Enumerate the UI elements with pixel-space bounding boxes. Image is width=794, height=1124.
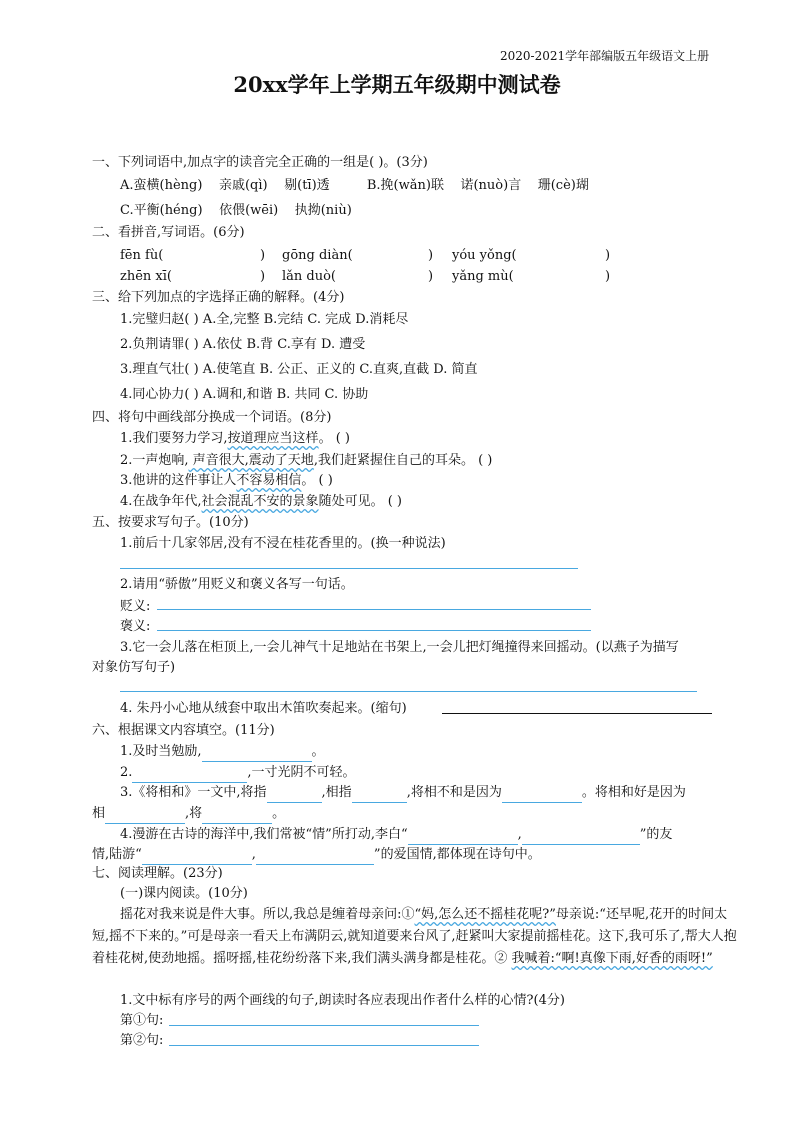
q4-item-2-answer: ,我们赶紧握住自己的耳朵。 ( ) xyxy=(313,453,493,468)
passage-text: 摇花对我来说是件大事。所以,我总是缠着母亲问:① xyxy=(120,907,415,922)
q6-item-4-text: ”的友 xyxy=(639,827,673,842)
q6-item-3-text: ,将 xyxy=(185,806,203,821)
pinyin-close: ) xyxy=(605,269,611,284)
q6-item-4-line-1 xyxy=(120,826,672,845)
q4-item-3 xyxy=(120,472,333,490)
fill-blank[interactable] xyxy=(256,846,374,865)
q6-item-4-end: ”的爱国情,都体现在诗句中。 xyxy=(373,847,541,862)
fill-blank[interactable] xyxy=(502,784,582,803)
derogatory-label: 贬义: xyxy=(120,599,151,614)
q1-row-ab xyxy=(120,177,589,195)
pinyin-close: ) xyxy=(605,248,611,263)
q4-item-1 xyxy=(120,430,350,448)
q6-item-3-text: 3.《将相和》一文中,将指 xyxy=(120,785,267,800)
answer-line[interactable] xyxy=(157,609,591,610)
answer-line[interactable] xyxy=(169,1025,479,1026)
pinyin-fenfu: fēn fù( xyxy=(120,248,164,263)
passage-text: 母亲说:“还早呢,花开的时间太短,摇不下来的。”可是母亲一看天上布满阴云,就知道要来台风了,赶紧叫大家提前摇桂花。这下,我可乐了,帮大人抱着桂花树,使劲地摇。摇呀摇,桂花纷纷落下来,我们满头满身都是桂花。② xyxy=(92,907,737,966)
q4-item-2-underlined: 声音很大,震动了天地 xyxy=(188,453,314,468)
q6-item-2-text: 2. xyxy=(120,765,133,780)
pinyin-close: ) xyxy=(428,269,434,284)
q6-item-3-text: ,相指 xyxy=(321,785,352,800)
fill-blank[interactable] xyxy=(522,826,640,845)
q5-item-2: 2.请用“骄傲”用贬义和褒义各写一句话。 xyxy=(120,577,354,592)
q6-item-4-line-2 xyxy=(92,846,541,865)
q4-item-2 xyxy=(120,452,492,470)
q6-item-3-end: 。 xyxy=(272,806,286,821)
q5-item-1: 1.前后十几家邻居,没有不浸在桂花香里的。(换一种说法) xyxy=(120,536,446,551)
q4-item-1-answer: 。 ( ) xyxy=(318,431,350,446)
q6-item-3-text: 相 xyxy=(92,806,106,821)
q4-item-4-answer: 随处可见。 ( ) xyxy=(318,494,402,509)
q1-b1: B.挽(wǎn)联 xyxy=(366,178,444,193)
q1-b3: 珊(cè)瑚 xyxy=(537,178,589,193)
q6-stem: 六、根据课文内容填空。(11分) xyxy=(92,723,275,738)
q5-item-4: 4. 朱丹小心地从绒套中取出木笛吹奏起来。(缩句) xyxy=(120,701,407,716)
q6-item-3-text: ,将相不和是因为 xyxy=(406,785,502,800)
answer-line[interactable] xyxy=(169,1045,479,1046)
q6-item-4-text: 情,陆游“ xyxy=(92,847,142,862)
pinyin-gongdian: gōng diàn( xyxy=(282,248,353,263)
answer-line[interactable] xyxy=(157,630,591,631)
q1-row-c xyxy=(120,202,352,220)
pinyin-landuo: lǎn duò( xyxy=(282,269,337,284)
passage-underlined-2: 我喊着:“啊!真像下雨,好香的雨呀!” xyxy=(511,951,713,966)
fill-blank[interactable] xyxy=(408,826,518,845)
q3-item-4: 4.同心协力( ) A.调和,和谐 B. 共同 C. 协助 xyxy=(120,387,369,402)
fill-blank[interactable] xyxy=(132,764,247,783)
q5-item-3-line-1: 3.它一会儿落在柜顶上,一会儿神气十足地站在书架上,一会儿把灯绳撞得来回摇动。(以燕子为描写 xyxy=(120,640,679,655)
q1-c1: C.平衡(héng) xyxy=(120,203,203,218)
q5-stem: 五、按要求写句子。(10分) xyxy=(92,515,249,530)
passage-underlined-1: “妈,怎么还不摇桂花呢?” xyxy=(414,907,556,922)
q6-item-1 xyxy=(120,743,325,762)
q6-item-4-text: 4.漫游在古诗的海洋中,我们常被“情”所打动,李白“ xyxy=(120,827,408,842)
q2-stem: 二、看拼音,写词语。(6分) xyxy=(92,225,245,240)
q6-item-1-text: 1.及时当勉励, xyxy=(120,744,202,759)
answer-line[interactable] xyxy=(120,568,578,569)
q6-item-4-text: , xyxy=(251,847,256,862)
pinyin-close: ) xyxy=(260,269,266,284)
page-title: 20xx学年上学期五年级期中测试卷 xyxy=(233,72,561,97)
q1-a1: A.蛮横(hèng) xyxy=(120,178,203,193)
q1-a3: 剔(tī)透 xyxy=(284,178,330,193)
q4-item-1-underlined: 按道理应当这样 xyxy=(227,431,319,446)
q1-c2: 依偎(wēi) xyxy=(219,203,279,218)
pinyin-close: ) xyxy=(428,248,434,263)
pinyin-youyong: yóu yǒng( xyxy=(452,248,517,263)
q6-item-1-end: 。 xyxy=(311,744,325,759)
pinyin-close: ) xyxy=(260,248,266,263)
q3-stem: 三、给下列加点的字选择正确的解释。(4分) xyxy=(92,290,345,305)
q5-item-3-line-2: 对象仿写句子) xyxy=(92,660,176,675)
q7-stem: 七、阅读理解。(23分) xyxy=(92,866,223,881)
q6-item-2-end: ,一寸光阴不可轻。 xyxy=(247,765,356,780)
q1-b2: 诺(nuò)言 xyxy=(460,178,522,193)
pinyin-zhenxi: zhēn xī( xyxy=(120,269,172,284)
answer-line[interactable] xyxy=(442,713,712,714)
fill-blank[interactable] xyxy=(105,805,185,824)
q4-item-3-text: 3.他讲的这件事让人 xyxy=(120,473,237,488)
q4-item-1-text: 1.我们要努力学习, xyxy=(120,431,228,446)
reading-passage xyxy=(92,904,742,970)
q4-item-3-answer: 。 ( ) xyxy=(301,473,333,488)
commendatory-label: 褒义: xyxy=(120,619,151,634)
q4-stem: 四、将句中画线部分换成一个词语。(8分) xyxy=(92,410,332,425)
q4-item-4-underlined: 社会混乱不安的景象 xyxy=(201,494,319,509)
q6-item-2 xyxy=(120,764,356,783)
q4-item-2-text: 2.一声炮响, xyxy=(120,453,189,468)
q7-question-1: 1.文中标有序号的两个画线的句子,朗读时各应表现出作者什么样的心情?(4分) xyxy=(120,993,565,1008)
answer-line[interactable] xyxy=(120,691,697,692)
q6-item-3-line-2 xyxy=(92,805,285,824)
sentence-1-label: 第①句: xyxy=(120,1013,164,1028)
q6-item-3-line-1 xyxy=(120,784,686,803)
q4-item-4-text: 4.在战争年代, xyxy=(120,494,202,509)
q6-item-3-text: 。将相和好是因为 xyxy=(581,785,686,800)
q1-c3: 执拗(niù) xyxy=(294,203,352,218)
q4-item-3-underlined: 不容易相信 xyxy=(236,473,302,488)
q7-subsection: (一)课内阅读。(10分) xyxy=(120,886,248,901)
q3-item-3: 3.理直气壮( ) A.使笔直 B. 公正、正义的 C.直爽,直截 D. 简直 xyxy=(120,362,478,377)
q1-a2: 亲戚(qì) xyxy=(218,178,268,193)
fill-blank[interactable] xyxy=(202,743,312,762)
fill-blank[interactable] xyxy=(202,805,272,824)
header-note: 2020-2021学年部编版五年级语文上册 xyxy=(500,49,710,63)
sentence-2-label: 第②句: xyxy=(120,1033,164,1048)
q6-item-4-text: , xyxy=(517,827,522,842)
fill-blank[interactable] xyxy=(352,784,407,803)
q3-item-1: 1.完璧归赵( ) A.全,完整 B.完结 C. 完成 D.消耗尽 xyxy=(120,312,409,327)
q4-item-4 xyxy=(120,493,402,511)
q1-stem: 一、下列词语中,加点字的读音完全正确的一组是( )。(3分) xyxy=(92,155,428,170)
fill-blank[interactable] xyxy=(142,846,252,865)
fill-blank[interactable] xyxy=(267,784,322,803)
q3-item-2: 2.负荆请罪( ) A.依仗 B.背 C.享有 D. 遭受 xyxy=(120,337,366,352)
pinyin-yangmu: yǎng mù( xyxy=(452,269,514,284)
